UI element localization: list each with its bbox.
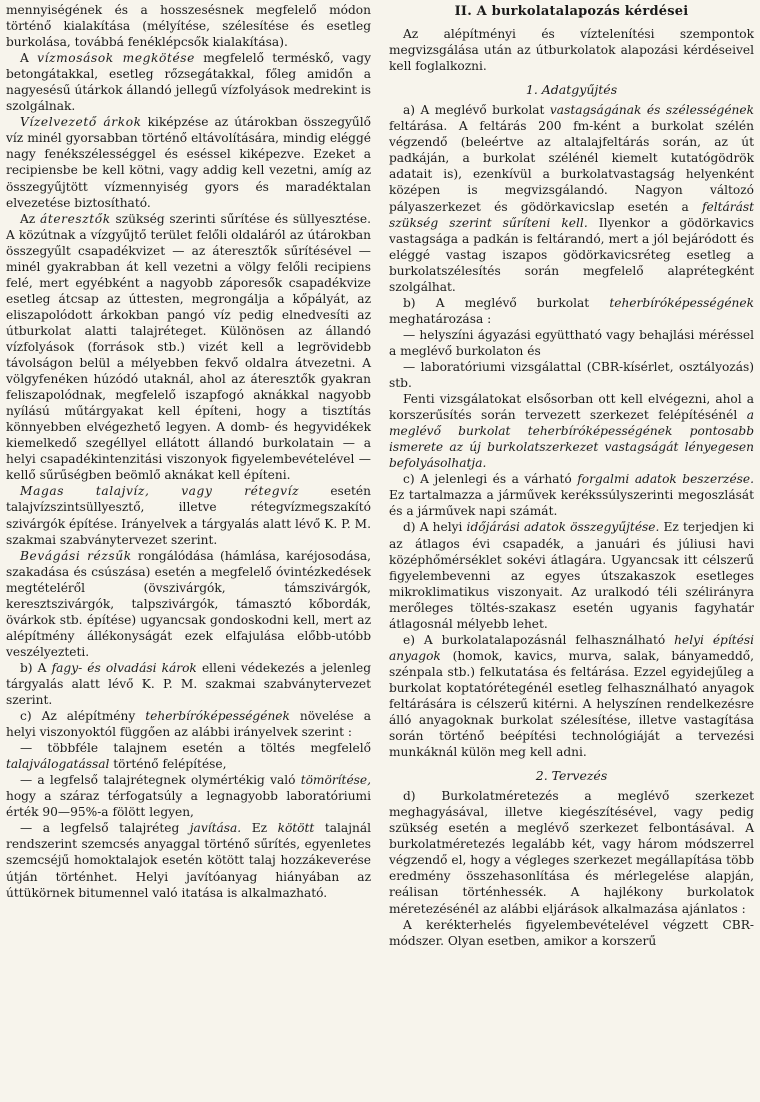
emphasis: vastagságának és szélességének (549, 103, 754, 118)
emphasis: forgalmi adatok beszerzése. (577, 472, 754, 487)
paragraph: c) A jelenlegi és a várható forgalmi adatok beszerzése. Ez tartalmazza a járművek kerékssúlyszerinti megoszlását és a járművek napi számát. (389, 472, 754, 519)
paragraph: A vízmosások megkötése megfelelő terméskő, vagy betongátakkal, esetleg rőzsegátakkal, főleg amidőn a nagyesésű útárkok állandó jellegű vízfolyások medrekint is szolgálnak. (6, 51, 371, 114)
emphasis: időjárási adatok összegyűjtése. (466, 520, 660, 535)
emphasis: tömörítése, (300, 773, 371, 788)
paragraph: e) A burkolatalapozásnál felhasználható helyi építési anyagok (homok, kavics, murva, salak, bányameddő, szénpala stb.) felkutatása és feltárása. Ezzel egyidejűleg a burkolat koptatórétegénél esetleg felhasználható anyagok feltárására is célszerű kitérni. A helyszínen rendelkezésre álló anyagoknak burkolat szélesítése, illetve vastagítása során történő beépítési technológiáját a tervezési munkáknál külön meg kell adni. (389, 632, 755, 760)
list-item: — a legfelső talajrétegnek olymértékig való tömörítése, hogy a száraz térfogatsúly a legnagyobb laboratóriumi érték 90—95%-a fölött legyen, (6, 773, 371, 820)
paragraph: mennyiségének és a hosszesésnek megfelelő módon történő kialakítása (mélyítése, szélesítése és esetleg burkolása, továbbá fenéklépcsők kialakítása). (6, 3, 371, 50)
emphasis: teherbíróképességének (145, 709, 290, 724)
paragraph: Az áteresztők szükség szerinti sűrítése és süllyesztése. A közútnak a vízgyűjtő terület felőli oldaláról az útárokban összegyűlt csapadékvizet — az áteresztők sűrítésével — minél gyakrabban át kell vezetni a völgy felőli recipiens felé, mert egyébként a nagyobb záporesők csapadékvize esetleg átcsap az úttesten, megrongálja a kőpályát, az eliszapolódott árkokban pangó víz pedig elnedvesíti az útburkolat alatti talajréteget. Különösen az állandó vízfolyások (források stb.) vizét kell a legrövidebb távolságon belül a mélyebben fekvő oldalra átvezetni. A völgyfenéken húzódó utaknál, ahol az áteresztők gyakran feliszapolódnak, megfelelő iszapfogó aknákkal nagyobb nyílású műtárgyakat kell építeni, hogy a tisztítás könnyebben elvégezhető legyen. A domb- és hegyvidékek kiemelkedő szegéllyel ellátott állandó burkolatain — a helyi csapadékintenzitási viszonyok figyelembevételével — kellő sűrűségben beömlő aknákat kell építeni. (6, 211, 371, 483)
paragraph: a) A meglévő burkolat vastagságának és szélességének feltárása. A feltárás 200 fm-ként a burkolat szélén végzendő (beleértve az altalajfeltárás során, az út padkáján, a burkolat szélénél kiemelt kutatógödrök adatait is), ezenkívül a burkolatvastagság helyenként középen is megvizsgálandó. Nagyon változó pályaszerkezet és gödörkavicslap esetén a feltárást szükség szerint sűríteni kell. Ilyenkor a gödörkavics vastagsága a padkán is feltárandó, mert a jól bejáródott és eléggé vastag iszapos gödörkavicsréteg esetleg a burkolatszélesítés során megfelelő alaprétegként szolgálhat. (389, 103, 754, 294)
paragraph: b) A meglévő burkolat teherbíróképességének meghatározása : (389, 295, 754, 326)
emphasis: áteresztők (40, 211, 111, 226)
paragraph: Fenti vizsgálatokat elsősorban ott kell elvégezni, ahol a korszerűsítés során tervezett szerkezet felépítésénél a meglévő burkolat teherbíróképességének pontosabb ismerete az új burkolatszerkezet vastagságát lényegesen befolyásolhatja. (389, 392, 754, 471)
paragraph: Bevágási rézsűk rongálódása (hámlása, karéjosodása, szakadása és csúszása) esetén a megfelelő óvintézkedések megtételéről (övszivárgók, támszivárgók, keresztszivárgók, talpszivárgók, támasztó kőbordák, övárkok stb. építése) ugyancsak gondoskodni kell, mert az alépítmény állékonyságát ezek elfajulása előbb-utóbb veszélyezteti. (6, 548, 371, 659)
emphasis: teherbíróképességének (609, 295, 754, 310)
emphasis: javítása. (189, 821, 242, 836)
paragraph: d) Burkolatméretezés a meglévő szerkezet meghagyásával, illetve kiegészítésével, vagy pedig szükség esetén a meglévő szerkezet felbontásával. A burkolatméretezés legalább két, vagy három módszerrel végzendő el, hogy a végleges szerkezet megállapítása több eredmény összehasonlítása és mérlegelése alapján, reálisan történhessék. A hajlékony burkolatok méretezésénél az alábbi eljárások alkalmazása ajánlatos : (389, 789, 755, 916)
paragraph: Az alépítményi és víztelenítési szempontok megvizsgálása után az útburkolatok alapozási kérdéseivel kell foglalkozni. (389, 27, 754, 74)
paragraph: b) A fagy- és olvadási károk elleni védekezés a jelenleg tárgyalás alatt lévő K. P. M. szakmai szabványtervezet szerint. (6, 660, 371, 708)
emphasis: helyi építési anyagok (389, 632, 755, 663)
section-heading: II. A burkolatalapozás kérdései (454, 4, 689, 19)
emphasis: Magas talajvíz, vagy rétegvíz (20, 484, 300, 499)
subsection-heading: 1. Adatgyűjtés (525, 82, 618, 98)
paragraph: A kerékterhelés figyelembevételével végzett CBR-módszer. Olyan esetben, amikor a korszerű (389, 917, 754, 948)
paragraph: d) A helyi időjárási adatok összegyűjtése. Ez terjedjen ki az átlagos évi csapadék, a januári és júliusi havi középhőmérséklet sokévi átlagára. Ugyancsak itt célszerű figyelembevenni az egyes útszakaszok esetleges mikroklimatikus viszonyait. Az uralkodó téli szélirányra merőleges töltés-szakasz esetén ugyanis fagyhatár átlagosnál mélyebb lehet. (389, 520, 754, 631)
list-item: — a legfelső talajréteg javítása. Ez kötött talajnál rendszerint szemcsés anyaggal történő sűrítés, egyenletes szemcséjű homoktalajok esetén kötött talaj hozzákeverése útján történhet. Helyi javítóanyag hiányában az úttükörnek bitumennel való itatása is alkalmazható. (6, 821, 371, 900)
emphasis: kötött (277, 821, 315, 836)
list-item: — helyszíni ágyazási együttható vagy behajlási méréssel a meglévő burkolaton és (389, 327, 754, 358)
emphasis: talajválogatással (6, 757, 110, 772)
list-item: — többféle talajnem esetén a töltés megfelelő talajválogatással történő felépítése, (6, 741, 371, 772)
emphasis: feltárást szükség szerint sűríteni kell. (389, 199, 754, 230)
emphasis: a meglévő burkolat teherbíróképességének pontosabb ismerete az új burkolatszerkezet vastagságát lényegesen befolyásolhatja. (389, 408, 754, 471)
emphasis: Bevágási rézsűk (20, 548, 132, 563)
paragraph: Magas talajvíz, vagy rétegvíz esetén talajvízszintsüllyesztő, illetve rétegvízmegszakító szivárgók építése. Irányelvek a tárgyalás alatt lévő K. P. M. szakmai szabványtervezet szerint. (6, 484, 371, 547)
paragraph: Vízelvezető árkok kiképzése az útárokban összegyűlő víz minél gyorsabban történő eltávolítására, mindig eléggé nagy fenékszélességgel és eséssel kiképezve. Ezeket a recipiensbe be kell kötni, vagy addig kell vezetni, amíg az összegyűjtött vízmennyiség gyors és maradéktalan elvezetése biztosítható. (6, 115, 371, 210)
right-column (389, 2, 754, 1102)
left-column (6, 2, 371, 1102)
subsection-heading: 2. Tervezés (535, 768, 608, 784)
list-item: — laboratóriumi vizsgálattal (CBR-kísérlet, osztályozás) stb. (389, 359, 754, 391)
emphasis: fagy- és olvadási károk (51, 660, 197, 675)
emphasis: vízmosások megkötése (37, 51, 195, 66)
paragraph: c) Az alépítmény teherbíróképességének növelése a helyi viszonyoktól függően az alábbi irányelvek szerint : (6, 709, 371, 740)
emphasis: Vízelvezető árkok (20, 115, 142, 130)
